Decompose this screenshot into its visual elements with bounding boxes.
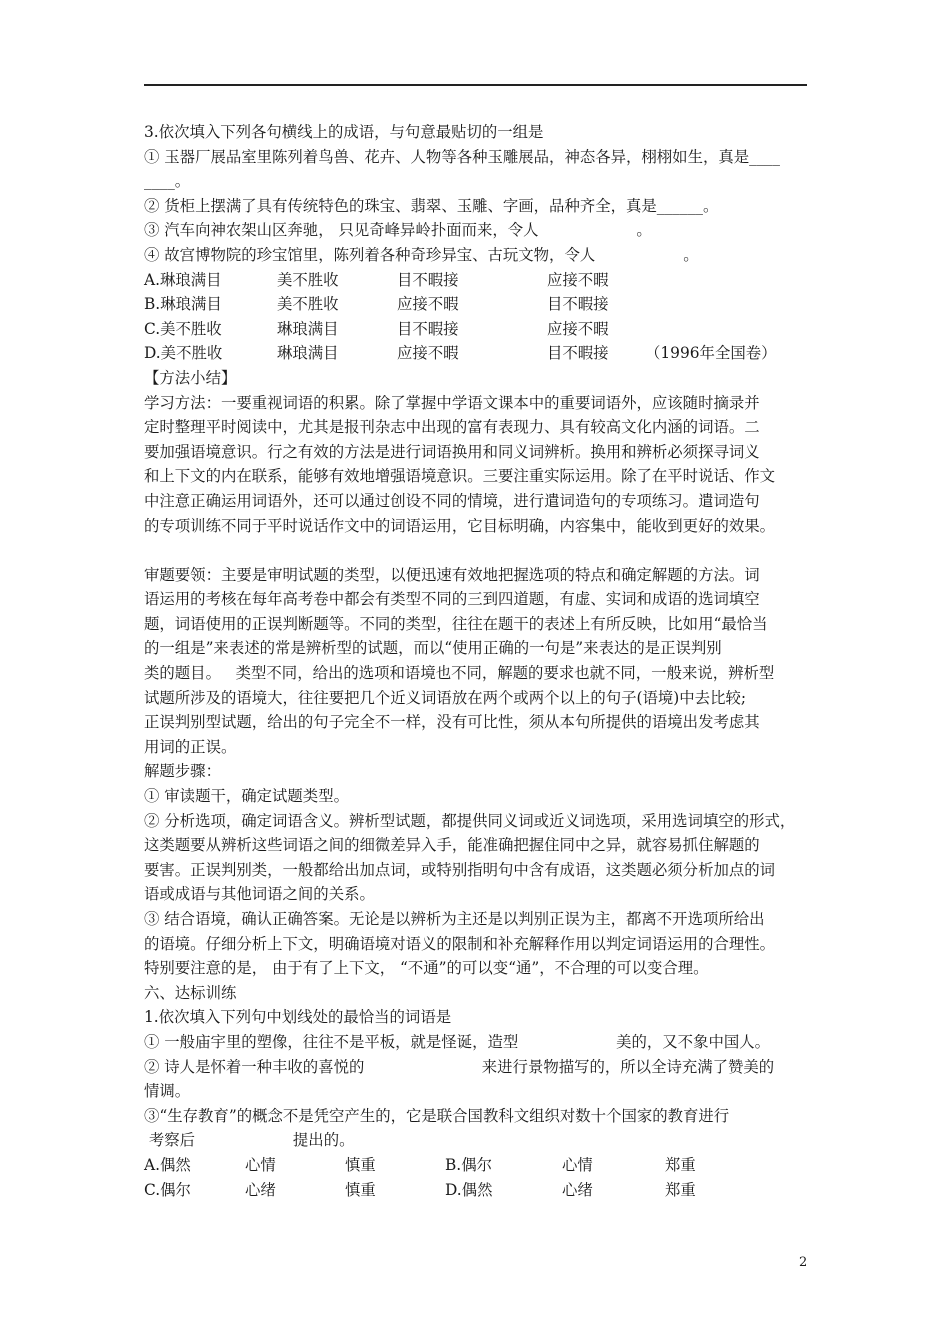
option-cell: 心绪 bbox=[245, 1180, 276, 1199]
step-2-line: 语或成语与其他词语之间的关系。 bbox=[144, 885, 375, 904]
question-3-sentence-2: ② 货柜上摆满了具有传统特色的珠宝、翡翠、玉雕、字画，品种齐全，真是______。 bbox=[144, 196, 719, 215]
step-3-line: 特别要注意的是， 由于有了上下文， “不通”的可以变“通”，不合理的可以变合理。 bbox=[144, 959, 709, 978]
step-3-line: 的语境。仔细分析上下文，明确语境对语义的限制和补充解释作用以判定词语运用的合理性。 bbox=[144, 934, 776, 953]
option-row bbox=[144, 1178, 816, 1203]
option-cell: 心情 bbox=[245, 1155, 276, 1174]
question-3-sentence-4: ④ 故宫博物院的珍宝馆里，陈列着各种奇珍异宝、古玩文物，令人 。 bbox=[144, 245, 699, 264]
question-3-stem: 3.依次填入下列各句横线上的成语，与句意最贴切的一组是 bbox=[144, 123, 544, 141]
review-line: 类的题目。 类型不同，给出的选项和语境也不同，解题的要求也就不同，一般来说，辨析型 bbox=[144, 664, 775, 683]
option-cell: C.偶尔 bbox=[144, 1180, 191, 1199]
method-heading: 【方法小结】 bbox=[144, 368, 237, 387]
page-number: 2 bbox=[799, 1255, 808, 1270]
option-cell: A.琳琅满目 bbox=[144, 270, 222, 289]
step-3-line: ③ 结合语境，确认正确答案。无论是以辨析为主还是以判别正误为主，都离不开选项所给出 bbox=[144, 910, 765, 928]
option-row bbox=[144, 292, 816, 317]
option-cell: D.美不胜收 bbox=[144, 344, 223, 363]
review-line: 的一组是”来表述的常是辨析型的试题，而以“使用正确的一句是”来表达的是正误判别 bbox=[144, 639, 722, 658]
option-cell: 目不暇接 bbox=[547, 295, 609, 314]
practice-sentence-1: ① 一般庙宇里的塑像，往往不是平板，就是怪诞，造型 美的，又不象中国人。 bbox=[144, 1032, 771, 1051]
option-cell: 美不胜收 bbox=[277, 295, 339, 314]
step-2-line: 这类题要从辨析这些词语之间的细微差异入手，能准确把握住同中之异，就容易抓住解题的 bbox=[144, 836, 760, 855]
paragraph-gap bbox=[144, 538, 816, 563]
step-1: ① 审读题干，确定试题类型。 bbox=[144, 787, 349, 806]
option-cell: 琳琅满目 bbox=[277, 319, 339, 338]
option-cell: 慎重 bbox=[345, 1155, 376, 1174]
option-cell: 郑重 bbox=[665, 1155, 696, 1174]
practice-sentence-3-cont: 考察后 提出的。 bbox=[144, 1131, 355, 1150]
review-line: 语运用的考核在每年高考卷中都会有类型不同的三到四道题，有虚、实词和成语的选词填空 bbox=[144, 590, 760, 609]
option-cell: 美不胜收 bbox=[277, 270, 339, 289]
question-3-sentence-3: ③ 汽车向神农架山区奔驰， 只见奇峰异岭扑面而来，令人 。 bbox=[144, 221, 652, 240]
study-method-paragraph bbox=[144, 391, 816, 539]
practice-question-1-stem: 1.依次填入下列句中划线处的最恰当的词语是 bbox=[144, 1008, 452, 1027]
practice-sentence-2: ② 诗人是怀着一种丰收的喜悦的 来进行景物描写的，所以全诗充满了赞美的 bbox=[144, 1057, 775, 1076]
option-cell: C.美不胜收 bbox=[144, 319, 222, 338]
question-3-sentence-1: ① 玉器厂展品室里陈列着鸟兽、花卉、人物等各种玉雕展品，神态各异，栩栩如生，真是____ bbox=[144, 147, 780, 166]
step-2-line: 要害。正误判别类，一般都给出加点词，或特别指明句中含有成语，这类题必须分析加点的词 bbox=[144, 860, 776, 879]
option-cell: 琳琅满目 bbox=[277, 344, 339, 363]
study-method-line: 要加强语境意识。行之有效的方法是进行词语换用和同义词辨析。换用和辨析必须探寻词义 bbox=[144, 442, 760, 461]
page-content bbox=[144, 120, 816, 1202]
review-line: 题，词语使用的正误判断题等。不同的类型，往往在题干的表述上有所反映，比如用“最恰当 bbox=[144, 614, 768, 633]
study-method-line: 中注意正确运用词语外，还可以通过创设不同的情境，进行遣词造句的专项练习。遣词造句 bbox=[144, 491, 760, 510]
study-method-line: 和上下文的内在联系，能够有效地增强语境意识。三要注重实际运用。除了在平时说话、作文 bbox=[144, 467, 776, 486]
option-row bbox=[144, 341, 816, 366]
review-line: 试题所涉及的语境大，往往要把几个近义词语放在两个或两个以上的句子(语境)中去比较; bbox=[144, 688, 747, 707]
option-source: （1996年全国卷） bbox=[645, 344, 777, 363]
option-cell: 心情 bbox=[562, 1155, 593, 1174]
option-cell: 应接不暇 bbox=[397, 344, 459, 363]
option-cell: 心绪 bbox=[562, 1180, 593, 1199]
option-row bbox=[144, 317, 816, 342]
option-row bbox=[144, 268, 816, 293]
step-3 bbox=[144, 907, 816, 981]
option-cell: B.琳琅满目 bbox=[144, 295, 222, 314]
study-method-line: 的专项训练不同于平时说话作文中的词语运用，它目标明确，内容集中，能收到更好的效果。 bbox=[144, 516, 776, 535]
option-cell: 应接不暇 bbox=[547, 319, 609, 338]
practice-heading: 六、达标训练 bbox=[144, 983, 237, 1002]
practice-options bbox=[144, 1153, 816, 1202]
review-line: 正误判别型试题，给出的句子完全不一样，没有可比性，须从本句所提供的语境出发考虑其 bbox=[144, 713, 760, 732]
option-cell: 目不暇接 bbox=[547, 344, 609, 363]
option-cell: 应接不暇 bbox=[547, 270, 609, 289]
study-method-line: 定时整理平时阅读中，尤其是报刊杂志中出现的富有表现力、具有较高文化内涵的词语。二 bbox=[144, 418, 760, 437]
option-cell: B.偶尔 bbox=[445, 1155, 492, 1174]
option-cell: 郑重 bbox=[665, 1180, 696, 1199]
header-rule bbox=[144, 84, 807, 86]
step-2-line: ② 分析选项，确定词语含义。辨析型试题，都提供同义词或近义词选项，采用选词填空的形式， bbox=[144, 811, 796, 830]
practice-sentence-2-cont: 情调。 bbox=[144, 1082, 191, 1101]
option-cell: A.偶然 bbox=[144, 1155, 191, 1174]
question-3-options bbox=[144, 268, 816, 366]
option-cell: 慎重 bbox=[345, 1180, 376, 1199]
practice-sentence-3: ③“生存教育”的概念不是凭空产生的，它是联合国教科文组织对数十个国家的教育进行 bbox=[144, 1106, 730, 1125]
option-cell: D.偶然 bbox=[445, 1180, 493, 1199]
option-cell: 目不暇接 bbox=[397, 270, 459, 289]
option-cell: 目不暇接 bbox=[397, 319, 459, 338]
step-2 bbox=[144, 809, 816, 907]
review-line: 审题要领：主要是审明试题的类型，以便迅速有效地把握选项的特点和确定解题的方法。词 bbox=[144, 565, 760, 584]
steps-heading: 解题步骤： bbox=[144, 762, 221, 781]
study-method-line: 学习方法：一要重视词语的积累。除了掌握中学语文课本中的重要词语外，应该随时摘录并 bbox=[144, 393, 760, 412]
question-3-sentence-1-cont: ____。 bbox=[144, 172, 191, 191]
option-row bbox=[144, 1153, 816, 1178]
option-cell: 应接不暇 bbox=[397, 295, 459, 314]
review-line: 用词的正误。 bbox=[144, 737, 237, 756]
review-points-paragraph bbox=[144, 563, 816, 760]
